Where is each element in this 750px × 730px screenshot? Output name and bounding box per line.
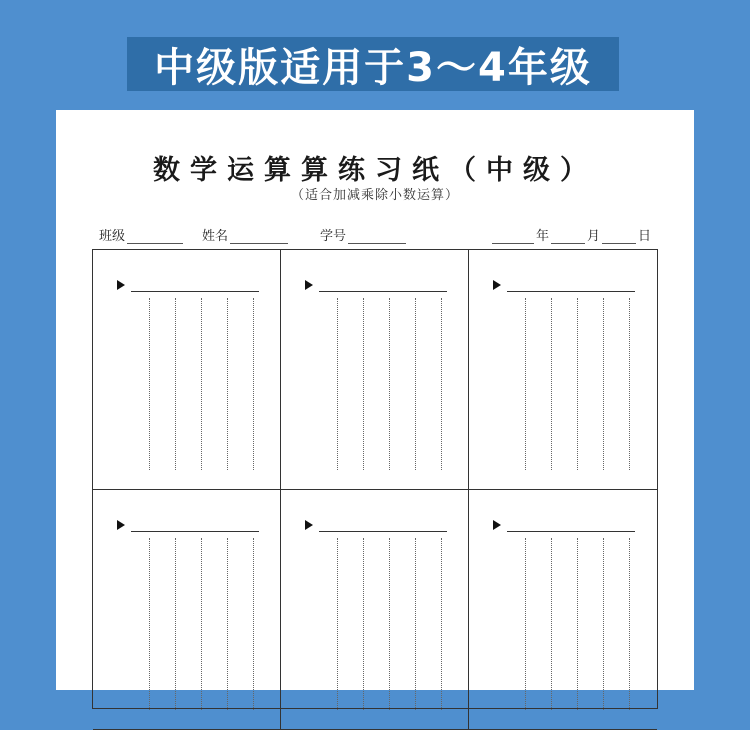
answer-line [319,291,447,292]
class-blank [127,231,183,244]
dotted-guide-line [227,538,228,710]
dotted-guide-line [525,298,526,470]
dotted-guide-line [551,538,552,710]
dotted-guide-line [201,298,202,470]
answer-line [131,531,259,532]
dotted-guide-line [525,538,526,710]
dotted-guide-line [149,298,150,470]
worksheet-subtitle: （适合加减乘除小数运算） [290,188,459,203]
arrow-icon [305,280,313,290]
day-blank [602,231,636,244]
arrow-icon [493,520,501,530]
arrow-icon [493,280,501,290]
dotted-guide-line [363,298,364,470]
dotted-guide-line [363,538,364,710]
dotted-guide-line [577,538,578,710]
arrow-icon [117,520,125,530]
dotted-guide-line [253,538,254,710]
name-label: 姓名 [202,229,229,244]
student-id-label: 学号 [320,229,347,244]
date-field [490,225,651,244]
dotted-guide-line [389,538,390,710]
name-field [202,225,290,244]
day-label: 日 [638,229,652,244]
dotted-guide-line [441,538,442,710]
answer-line [319,531,447,532]
month-blank [551,231,585,244]
practice-cell [469,490,657,730]
dotted-guide-line [415,538,416,710]
dotted-guide-line [441,298,442,470]
banner-title: 中级版适用于3～4年级 [154,44,592,91]
student-id-field [320,225,408,244]
practice-cell [281,250,469,490]
dotted-guide-line [415,298,416,470]
dotted-guide-line [253,298,254,470]
arrow-icon [305,520,313,530]
dotted-guide-line [603,298,604,470]
month-label: 月 [587,229,601,244]
dotted-guide-line [389,298,390,470]
arrow-icon [117,280,125,290]
class-label: 班级 [99,229,126,244]
class-field [99,225,185,244]
dotted-guide-line [337,298,338,470]
dotted-guide-line [175,298,176,470]
dotted-guide-line [551,298,552,470]
name-blank [230,231,288,244]
year-label: 年 [536,229,550,244]
practice-cell [469,250,657,490]
worksheet [56,110,694,690]
worksheet-title: 数学运算算练习纸（中级） [153,155,597,186]
answer-line [507,531,635,532]
answer-line [131,291,259,292]
dotted-guide-line [337,538,338,710]
dotted-guide-line [201,538,202,710]
practice-cell [281,490,469,730]
dotted-guide-line [629,298,630,470]
dotted-guide-line [603,538,604,710]
practice-cell [93,250,281,490]
dotted-guide-line [175,538,176,710]
banner [127,37,619,91]
dotted-guide-line [629,538,630,710]
practice-cell [93,490,281,730]
dotted-guide-line [149,538,150,710]
student-id-blank [348,231,406,244]
answer-line [507,291,635,292]
practice-grid [92,249,658,709]
dotted-guide-line [577,298,578,470]
year-blank [492,231,534,244]
dotted-guide-line [227,298,228,470]
